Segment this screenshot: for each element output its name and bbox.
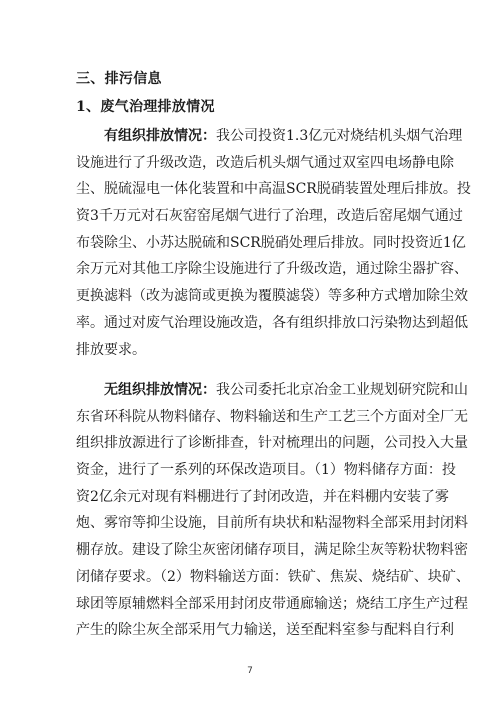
paragraph-line: 布袋除尘、小苏达脱硫和SCR脱硝处理后排放。同时投资近1亿 xyxy=(76,234,466,251)
paragraph-line: 资3千万元对石灰窑窑尾烟气进行了治理，改造后窑尾烟气通过 xyxy=(76,208,463,225)
paragraph-line: 球团等原辅燃料全部采用封闭皮带通廊输送；烧结工序生产过程 xyxy=(76,595,468,612)
section-heading: 三、排污信息 xyxy=(76,71,162,87)
paragraph-lead: 有组织排放情况： xyxy=(104,128,216,144)
paragraph-line: 棚存放。建设了除尘灰密闭储存项目，满足除尘灰等粉状物料密 xyxy=(76,542,468,559)
paragraph-line: 排放要求。 xyxy=(76,341,146,358)
paragraph-line xyxy=(76,377,468,404)
paragraph-text: 我公司投资1.3亿元对烧结机头烟气治理 xyxy=(216,128,463,144)
paragraph-line: 闭储存要求。（2）物料输送方面：铁矿、焦炭、烧结矿、块矿、 xyxy=(76,568,470,585)
paragraph-line: 资金，进行了一系列的环保改造项目。（1）物料储存方面：投 xyxy=(76,462,456,479)
paragraph-line: 余万元对其他工序除尘设施进行了升级改造，通过除尘器扩容、 xyxy=(76,261,468,278)
subsection-heading: 1、废气治理排放情况 xyxy=(76,99,215,115)
paragraph-line xyxy=(76,123,463,150)
paragraph-line: 设施进行了升级改造，改造后机头烟气通过双室四电场静电除 xyxy=(76,154,454,171)
paragraph-lead: 无组织排放情况： xyxy=(104,382,216,398)
paragraph-text: 我公司委托北京冶金工业规划研究院和山 xyxy=(216,382,468,398)
paragraph-fugitive-emissions xyxy=(76,377,470,657)
paragraph-line: 炮、雾帘等抑尘设施，目前所有块状和粘湿物料全部采用封闭料 xyxy=(76,515,468,532)
paragraph-organized-emissions xyxy=(76,123,471,363)
paragraph-line: 组织排放源进行了诊断排查，针对梳理出的问题，公司投入大量 xyxy=(76,435,468,452)
paragraph-line: 尘、脱硫湿电一体化装置和中高温SCR脱硝装置处理后排放。投 xyxy=(76,181,471,198)
page-number: 7 xyxy=(247,666,253,676)
paragraph-line: 率。通过对废气治理设施改造，各有组织排放口污染物达到超低 xyxy=(76,314,468,331)
paragraph-line: 资2亿余元对现有料棚进行了封闭改造，并在料棚内安装了雾 xyxy=(76,488,449,505)
paragraph-line: 东省环科院从物料储存、物料输送和生产工艺三个方面对全厂无 xyxy=(76,408,468,425)
paragraph-line: 产生的除尘灰全部采用气力输送，送至配料室参与配料自行利 xyxy=(76,622,454,639)
paragraph-line: 更换滤料（改为滤筒或更换为覆膜滤袋）等多种方式增加除尘效 xyxy=(76,288,468,305)
